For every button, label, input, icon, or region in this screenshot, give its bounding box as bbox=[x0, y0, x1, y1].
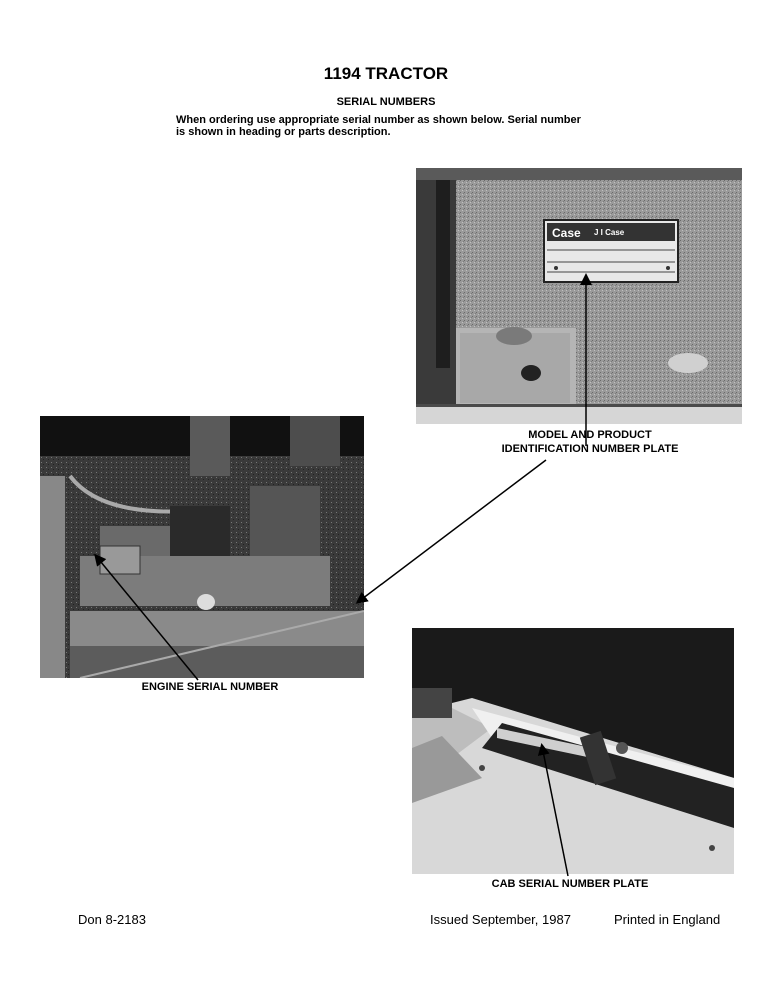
intro-line-2: is shown in heading or parts description. bbox=[176, 126, 391, 138]
cab-serial-leader bbox=[542, 746, 568, 876]
page-title: 1194 TRACTOR bbox=[323, 64, 449, 83]
cab-serial-caption: CAB SERIAL NUMBER PLATE bbox=[491, 878, 649, 890]
engine-serial-leader bbox=[96, 556, 198, 680]
section-subtitle: SERIAL NUMBERS bbox=[336, 96, 436, 108]
issue-date: Issued September, 1987 bbox=[430, 912, 571, 927]
plate-brand: J I Case bbox=[594, 228, 625, 237]
printed-location: Printed in England bbox=[614, 912, 721, 927]
engine-serial-caption: ENGINE SERIAL NUMBER bbox=[141, 681, 279, 693]
model-plate-location-arrow bbox=[358, 460, 546, 602]
model-plate-caption-line-1: MODEL AND PRODUCT bbox=[528, 429, 652, 441]
model-plate-caption-line-2: IDENTIFICATION NUMBER PLATE bbox=[501, 443, 679, 455]
intro-line-1: When ordering use appropriate serial number as shown below. Serial number bbox=[176, 114, 581, 126]
model-plate-caption bbox=[440, 428, 740, 456]
plate-logo: Case bbox=[552, 226, 581, 240]
document-reference: Don 8-2183 bbox=[78, 912, 146, 927]
